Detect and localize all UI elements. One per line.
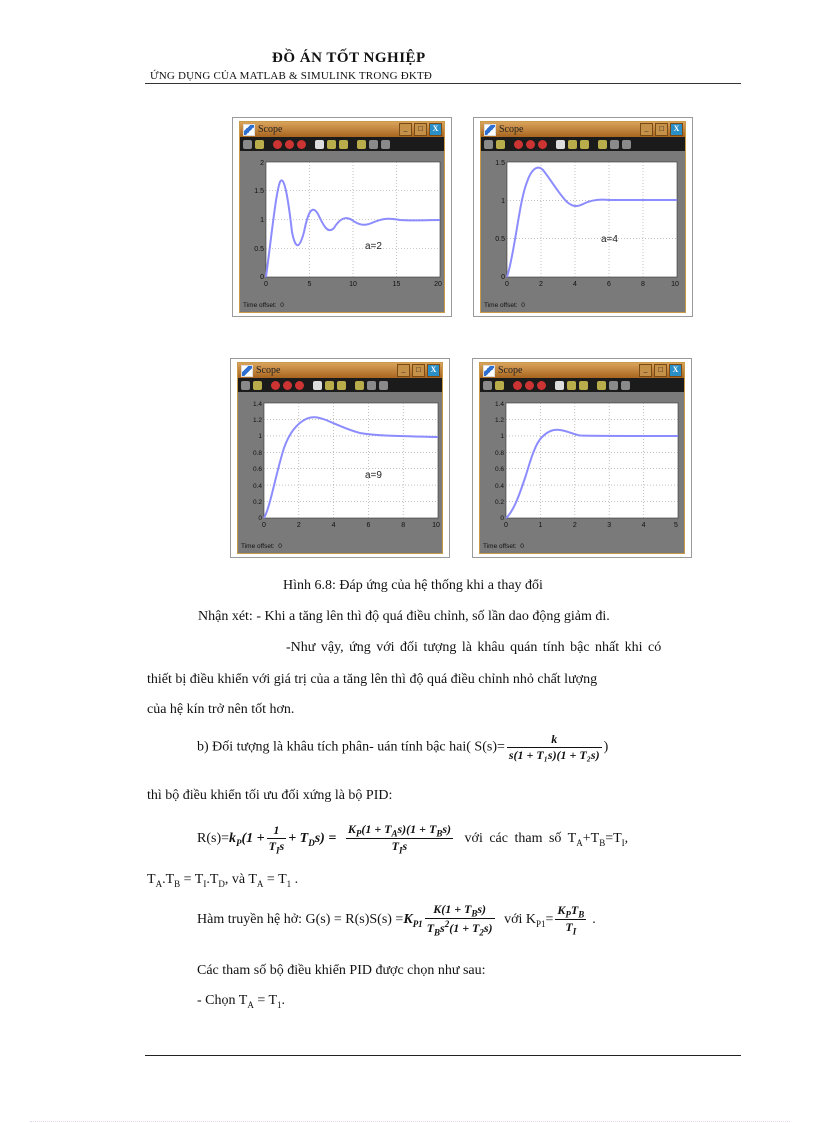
save-axes-icon[interactable] <box>568 140 577 149</box>
matlab-icon <box>243 124 255 136</box>
scope-window-a4 <box>473 117 693 317</box>
svg-text:0.4: 0.4 <box>252 483 262 490</box>
figure-caption: Hình 6.8: Đáp ứng của hệ thống khi a thay đổi <box>283 578 543 593</box>
matlab-icon <box>483 365 495 377</box>
save-axes-icon[interactable] <box>327 140 336 149</box>
zoom-y-icon[interactable] <box>297 140 306 149</box>
annotation-a9: a=9 <box>365 470 382 481</box>
zoom-y-icon[interactable] <box>537 381 546 390</box>
restore-axes-icon[interactable] <box>337 381 346 390</box>
time-offset: Time offset: 0 <box>483 543 524 550</box>
svg-text:0: 0 <box>260 274 264 281</box>
lock-icon[interactable] <box>369 140 378 149</box>
print-icon[interactable] <box>483 381 492 390</box>
zoom-icon[interactable] <box>513 381 522 390</box>
signal-selection-icon[interactable] <box>381 140 390 149</box>
close-button[interactable]: X <box>429 123 442 136</box>
zoom-icon[interactable] <box>273 140 282 149</box>
header-rule <box>145 83 741 84</box>
scope-window-4 <box>472 358 692 558</box>
print-icon[interactable] <box>484 140 493 149</box>
zoom-icon[interactable] <box>271 381 280 390</box>
zoom-y-icon[interactable] <box>295 381 304 390</box>
remark-line-3: thiết bị điều khiển với giá trị của a tăng lên thì độ quá điều chỉnh nhỏ chất lượng <box>147 672 598 687</box>
svg-text:4: 4 <box>641 522 646 529</box>
svg-text:1: 1 <box>258 433 262 440</box>
pid-params-line: $T_A.T_B = T_I.T_D$, và $T_A = T_1$ . <box>147 872 299 889</box>
remark-line-1: Nhận xét: - Khi a tăng lên thì độ quá điều chỉnh, số lần dao động giảm đi. <box>198 609 610 624</box>
maximize-button[interactable]: □ <box>414 123 427 136</box>
svg-text:0: 0 <box>500 515 504 522</box>
maximize-button[interactable]: □ <box>655 123 668 136</box>
svg-text:0.5: 0.5 <box>254 246 264 253</box>
scope-window-a2 <box>232 117 452 317</box>
plot-a9 <box>238 393 444 538</box>
svg-text:10: 10 <box>349 281 357 288</box>
parameters-icon[interactable] <box>253 381 262 390</box>
scope-window-a9 <box>230 358 450 558</box>
restore-axes-icon[interactable] <box>579 381 588 390</box>
scope-title: Scope <box>256 365 281 376</box>
svg-text:0: 0 <box>264 281 268 288</box>
matlab-icon <box>241 365 253 377</box>
remark-line-4: của hệ kín trở nên tốt hơn. <box>147 702 295 717</box>
lock-icon[interactable] <box>610 140 619 149</box>
plot-a2 <box>240 152 446 297</box>
parameters-icon[interactable] <box>496 140 505 149</box>
svg-text:2: 2 <box>260 160 264 167</box>
svg-text:0: 0 <box>258 515 262 522</box>
close-button[interactable]: X <box>669 364 682 377</box>
print-icon[interactable] <box>241 381 250 390</box>
svg-text:1.2: 1.2 <box>494 417 504 424</box>
svg-text:6: 6 <box>607 281 611 288</box>
svg-text:10: 10 <box>432 522 440 529</box>
pid-formula: $R(s)=k_P(1$ + $\frac{1}{T_Is}$ + $T_Ds$) = $\frac{K_P(1 + T_As)(1 + T_Bs)}{T_Is}$ với các tham số $T_A+T_B=T_I$, <box>197 822 629 856</box>
time-offset: Time offset: 0 <box>484 302 525 309</box>
minimize-button[interactable]: _ <box>397 364 410 377</box>
svg-text:4: 4 <box>573 281 577 288</box>
svg-text:0.2: 0.2 <box>252 499 262 506</box>
svg-text:1.5: 1.5 <box>254 188 264 195</box>
zoom-y-icon[interactable] <box>538 140 547 149</box>
annotation-a2: a=2 <box>365 241 382 252</box>
parameters-icon[interactable] <box>495 381 504 390</box>
close-button[interactable]: X <box>427 364 440 377</box>
s-transfer-fraction: $\frac{k}{\text{s(1 + T₁s)(1 + T₂s)}}$ <box>508 732 600 762</box>
header-title: ĐỒ ÁN TỐT NGHIỆP <box>272 50 426 66</box>
maximize-button[interactable]: □ <box>654 364 667 377</box>
minimize-button[interactable]: _ <box>399 123 412 136</box>
svg-text:8: 8 <box>401 522 406 529</box>
scope-toolbar <box>240 137 444 151</box>
svg-text:1.4: 1.4 <box>494 401 504 408</box>
lock-icon[interactable] <box>367 381 376 390</box>
svg-text:10: 10 <box>671 281 679 288</box>
signal-selection-icon[interactable] <box>621 381 630 390</box>
autoscale-icon[interactable] <box>556 140 565 149</box>
autoscale-icon[interactable] <box>313 381 322 390</box>
section-b-intro: b) Đối tượng là khâu tích phân- uán tính bậc hai( S(s)= $\frac{k}{\text{s(1 + T₁s)(1 + T₂s)}}$ ) <box>197 732 609 762</box>
svg-text:2: 2 <box>572 522 577 529</box>
svg-text:15: 15 <box>392 281 401 288</box>
svg-text:1.5: 1.5 <box>495 160 505 167</box>
svg-text:0.4: 0.4 <box>494 483 504 490</box>
scope-toolbar <box>480 378 684 392</box>
svg-text:1: 1 <box>538 522 543 529</box>
svg-text:0.5: 0.5 <box>495 236 505 243</box>
scope-toolbar <box>481 137 685 151</box>
print-icon[interactable] <box>243 140 252 149</box>
restore-axes-icon[interactable] <box>580 140 589 149</box>
floating-scope-icon[interactable] <box>357 140 366 149</box>
plot-4 <box>480 393 686 538</box>
svg-text:0: 0 <box>501 274 505 281</box>
restore-axes-icon[interactable] <box>339 140 348 149</box>
svg-text:6: 6 <box>366 522 371 529</box>
autoscale-icon[interactable] <box>315 140 324 149</box>
maximize-button[interactable]: □ <box>412 364 425 377</box>
parameters-icon[interactable] <box>255 140 264 149</box>
autoscale-icon[interactable] <box>555 381 564 390</box>
zoom-x-icon[interactable] <box>525 381 534 390</box>
save-axes-icon[interactable] <box>567 381 576 390</box>
svg-text:3: 3 <box>607 522 612 529</box>
svg-text:0.6: 0.6 <box>494 466 504 473</box>
scope-title: Scope <box>498 365 523 376</box>
svg-text:20: 20 <box>434 281 442 288</box>
remark-line-2: -Như vậy, ứng với đối tượng là khâu quán tính bậc nhất khi có <box>286 640 662 655</box>
svg-text:5: 5 <box>674 522 678 529</box>
svg-text:1.4: 1.4 <box>252 401 262 408</box>
minimize-button[interactable]: _ <box>639 364 652 377</box>
choose-ta: - Chọn $T_A = T_1$. <box>197 993 286 1010</box>
footer-rule <box>145 1055 741 1056</box>
scope-toolbar <box>238 378 442 392</box>
svg-text:0: 0 <box>262 522 266 529</box>
header-subtitle: ỨNG DỤNG CỦA MATLAB & SIMULINK TRONG ĐKTĐ <box>150 70 433 82</box>
scope-title: Scope <box>258 124 283 135</box>
zoom-x-icon[interactable] <box>526 140 535 149</box>
minimize-button[interactable]: _ <box>640 123 653 136</box>
time-offset: Time offset: 0 <box>241 543 282 550</box>
svg-text:2: 2 <box>539 281 543 288</box>
lock-icon[interactable] <box>609 381 618 390</box>
save-axes-icon[interactable] <box>325 381 334 390</box>
svg-text:2: 2 <box>296 522 301 529</box>
time-offset: Time offset: 0 <box>243 302 284 309</box>
params-intro: Các tham số bộ điều khiển PID được chọn như sau: <box>197 963 486 978</box>
svg-text:0.8: 0.8 <box>252 450 262 457</box>
svg-text:0: 0 <box>505 281 509 288</box>
svg-text:4: 4 <box>331 522 336 529</box>
floating-scope-icon[interactable] <box>597 381 606 390</box>
zoom-x-icon[interactable] <box>283 381 292 390</box>
svg-text:0.6: 0.6 <box>252 466 262 473</box>
floating-scope-icon[interactable] <box>598 140 607 149</box>
section-b-line2: thì bộ điều khiển tối ưu đối xứng là bộ PID: <box>147 788 393 803</box>
svg-text:1.2: 1.2 <box>252 417 262 424</box>
scope-titlebar <box>481 122 685 137</box>
svg-text:0.8: 0.8 <box>494 450 504 457</box>
scope-titlebar <box>240 122 444 137</box>
svg-text:1: 1 <box>501 198 505 205</box>
open-loop-formula: Hàm truyền hệ hở: $G(s) = R(s)S(s) =K_{P1}$ $\frac{K(1 + T_Bs)}{T_Bs^2(1 + T_2s)}$ với $K_{P1}=$ $\frac{K_PT_B}{T_I}$ . <box>197 902 596 938</box>
svg-text:1: 1 <box>500 433 504 440</box>
scope-titlebar <box>238 363 442 378</box>
page-boundary <box>30 1121 790 1122</box>
svg-text:8: 8 <box>641 281 645 288</box>
annotation-a4: a=4 <box>601 234 618 245</box>
floating-scope-icon[interactable] <box>355 381 364 390</box>
svg-text:1: 1 <box>260 217 264 224</box>
close-button[interactable]: X <box>670 123 683 136</box>
svg-text:5: 5 <box>307 281 312 288</box>
plot-a4 <box>481 152 687 297</box>
zoom-x-icon[interactable] <box>285 140 294 149</box>
scope-title: Scope <box>499 124 524 135</box>
scope-titlebar <box>480 363 684 378</box>
signal-selection-icon[interactable] <box>379 381 388 390</box>
zoom-icon[interactable] <box>514 140 523 149</box>
svg-text:0.2: 0.2 <box>494 499 504 506</box>
svg-text:0: 0 <box>504 522 508 529</box>
matlab-icon <box>484 124 496 136</box>
signal-selection-icon[interactable] <box>622 140 631 149</box>
